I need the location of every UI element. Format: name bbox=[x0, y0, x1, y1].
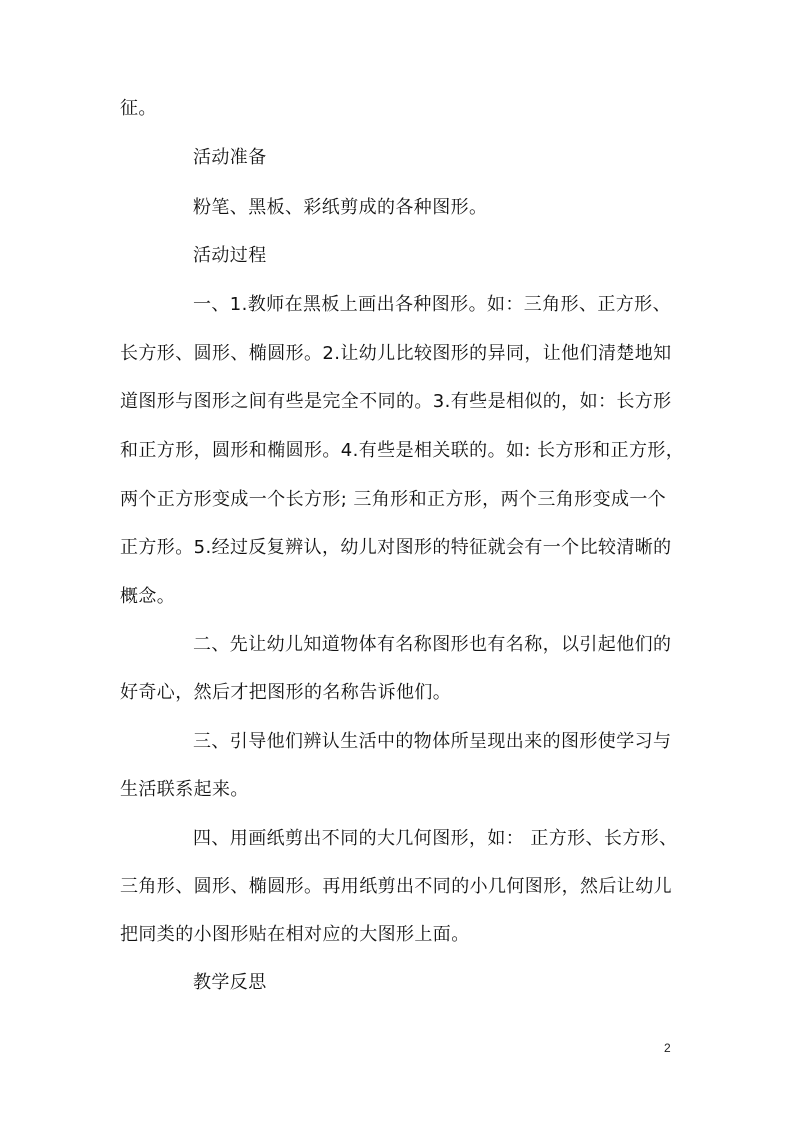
section-heading-reflection: 教学反思 bbox=[193, 972, 267, 993]
text-line: 三、引导他们辨认生活中的物体所呈现出来的图形使学习与 bbox=[193, 731, 672, 752]
section-heading-process: 活动过程 bbox=[193, 245, 267, 266]
text-line: 生活联系起来。 bbox=[120, 779, 249, 800]
text-line: 好奇心，然后才把图形的名称告诉他们。 bbox=[120, 682, 452, 703]
text-line: 二、先让幼儿知道物体有名称图形也有名称，以引起他们的 bbox=[193, 634, 672, 655]
text-line: 粉笔、黑板、彩纸剪成的各种图形。 bbox=[193, 197, 488, 218]
text-line: 三角形、圆形、椭圆形。再用纸剪出不同的小几何图形，然后让幼儿 bbox=[120, 876, 672, 897]
section-heading-preparation: 活动准备 bbox=[193, 147, 267, 168]
text-line: 正方形。5.经过反复辨认，幼儿对图形的特征就会有一个比较清晰的 bbox=[120, 537, 672, 558]
text-line: 四、用画纸剪出不同的大几何图形，如： 正方形、长方形、 bbox=[193, 828, 678, 849]
text-line: 征。 bbox=[120, 98, 157, 119]
text-line: 概念。 bbox=[120, 586, 176, 607]
text-line: 把同类的小图形贴在相对应的大图形上面。 bbox=[120, 924, 470, 945]
text-line: 一、1.教师在黑板上画出各种图形。如：三角形、正方形、 bbox=[193, 294, 671, 315]
text-line: 长方形、圆形、椭圆形。2.让幼儿比较图形的异同，让他们清楚地知 bbox=[120, 343, 672, 364]
text-line: 两个正方形变成一个长方形; 三角形和正方形，两个三角形变成一个 bbox=[120, 489, 667, 510]
text-line: 和正方形，圆形和椭圆形。4.有些是相关联的。如: 长方形和正方形， bbox=[120, 440, 685, 461]
text-line: 道图形与图形之间有些是完全不同的。3.有些是相似的，如：长方形 bbox=[120, 391, 672, 412]
page-number: 2 bbox=[664, 1041, 671, 1055]
